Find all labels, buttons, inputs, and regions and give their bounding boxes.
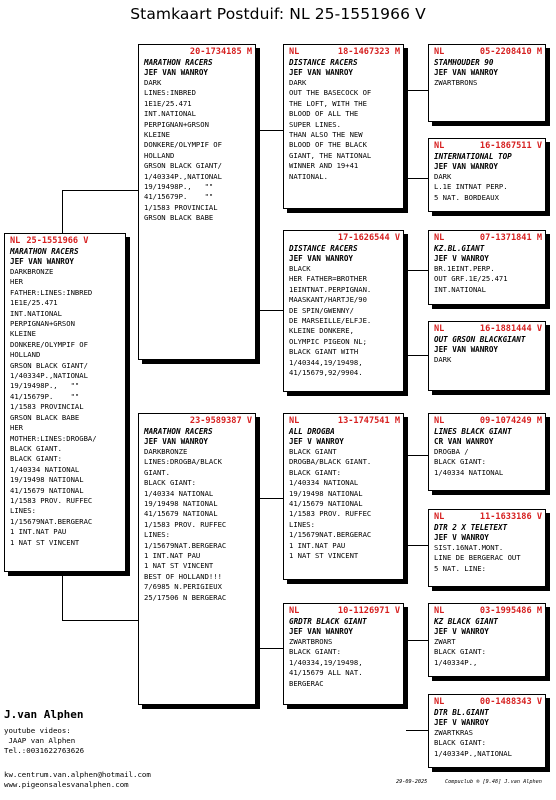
pigeon-info: DARK LINES:INBRED 1E1E/25.471 INT.NATIONAL PERPIGNAN+GRSON KLEINE DONKERE/OLYMPIF OF HOLLAND GRSON BLACK GIANT/ 1/40334P.,NATIONAL 19/19498P., "" 41/15679P. "" 1/1583 PROVINCIAL GRSON BLACK BABE (144, 78, 222, 223)
breeder-name: JEF VAN WANROY (144, 437, 209, 446)
connector-line (62, 620, 138, 621)
breeder-name: JEF V WANROY (434, 254, 489, 263)
connector-line (406, 545, 428, 546)
page-title: Stamkaart Postduif: NL 25-1551966 V (130, 5, 426, 23)
country-prefix: NL (289, 416, 300, 426)
connector-line (256, 310, 284, 311)
breeder-name: JEF V WANROY (434, 718, 489, 727)
connector-line (406, 90, 428, 91)
pigeon-card-fff (428, 44, 546, 122)
pigeon-card-mother-father (283, 413, 404, 580)
country-prefix: NL (289, 47, 300, 57)
ring-number: 25-1551966 V (26, 236, 89, 246)
phone-number: Tel.:0031622763626 (4, 746, 85, 755)
ring-number: 16-1867511 V (479, 141, 542, 151)
ring-number: 20-1734185 M (189, 47, 252, 57)
connector-line (406, 640, 428, 641)
pigeon-info: BR.1EINT.PERP. OUT GRF.1E/25.471 INT.NATIONAL (434, 264, 508, 294)
pigeon-title: DTR 2 X TELETEXT (434, 523, 508, 532)
breeder-name: JEF VAN WANROY (434, 162, 499, 171)
connector-line (62, 190, 63, 233)
connector-line (406, 455, 428, 456)
country-prefix: NL (434, 697, 445, 707)
pigeon-title: ALL DROGBA (289, 427, 335, 436)
country-prefix: NL (10, 236, 21, 246)
breeder-name: CR VAN WANROY (434, 437, 494, 446)
ring-number: 17-1626544 V (337, 233, 400, 243)
pigeon-info: ZWART BLACK GIANT: 1/40334P., (434, 637, 486, 667)
ring-number: 05-2208410 M (479, 47, 542, 57)
pigeon-title: GRDTR BLACK GIANT (289, 617, 367, 626)
breeder-name: JEF VAN WANROY (144, 68, 209, 77)
pigeon-title: STAMHOUDER 90 (434, 58, 494, 67)
pigeon-card-mother-mother (283, 603, 404, 705)
connector-line (406, 270, 428, 271)
pigeon-card-mmm (428, 694, 546, 768)
pigeon-info: DARK L.1E INTNAT PERP. 5 NAT. BORDEAUX (434, 172, 508, 202)
pigeon-title: KZ BLACK GIANT (434, 617, 499, 626)
country-prefix: NL (289, 606, 300, 616)
pigeon-info: ZWARTBRONS BLACK GIANT: 1/40334,19/19498, 41/15679 ALL NAT. BERGERAC (289, 637, 363, 688)
ring-number: 18-1467323 M (337, 47, 400, 57)
ring-number: 11-1633186 V (479, 512, 542, 522)
ring-number: 16-1881444 V (479, 324, 542, 334)
email-address: kw.centrum.van.alphen@hotmail.com (4, 770, 151, 779)
software-credit: Compuclub ® [9.48] J.van Alphen (445, 779, 542, 785)
breeder-name: JEF VAN WANROY (10, 257, 75, 266)
ring-number: 07-1371841 M (479, 233, 542, 243)
pigeon-card-ffm (428, 138, 546, 212)
pigeon-card-mfm (428, 509, 546, 587)
print-date: 29-09-2025 (396, 779, 428, 785)
connector-line (406, 178, 428, 179)
connector-line (406, 730, 428, 731)
country-prefix: NL (434, 47, 445, 57)
pigeon-info: ZWARTKRAS BLACK GIANT: 1/40334P.,NATIONAL (434, 728, 512, 758)
pigeon-info: SIST.16NAT.MONT. LINE DE BERGERAC OUT 5 NAT. LINE: (434, 543, 521, 573)
pigeon-card-mmf (428, 603, 546, 677)
breeder-name: JEF V WANROY (434, 627, 489, 636)
country-prefix: NL (434, 141, 445, 151)
ring-number: 03-1995486 M (479, 606, 542, 616)
breeder-name: JEF VAN WANROY (434, 68, 499, 77)
country-prefix: NL (434, 512, 445, 522)
pigeon-card-fmm (428, 321, 546, 391)
ring-number: 23-9589387 V (189, 416, 252, 426)
pigeon-title: DISTANCE RACERS (289, 244, 358, 253)
pigeon-card-father-father (283, 44, 404, 209)
breeder-name: JEF VAN WANROY (434, 345, 499, 354)
pigeon-title: DISTANCE RACERS (289, 58, 358, 67)
connector-line (406, 355, 428, 356)
pigeon-card-mff (428, 413, 546, 491)
pigeon-card-mother (138, 413, 256, 705)
connector-line (256, 648, 284, 649)
pigeon-title: MARATHON RACERS (144, 58, 213, 67)
pigeon-card-main (4, 233, 126, 572)
pigeon-info: ZWARTBRONS (434, 78, 478, 87)
website-url: www.pigeonsalesvanalphen.com (4, 780, 129, 789)
ring-number: 13-1747541 M (337, 416, 400, 426)
pigeon-card-father-mother (283, 230, 404, 392)
pigeon-title: MARATHON RACERS (144, 427, 213, 436)
youtube-channel: JAAP van Alphen (4, 736, 76, 745)
pigeon-card-fmf (428, 230, 546, 305)
pigeon-title: KZ.BL.GIANT (434, 244, 485, 253)
pigeon-card-father (138, 44, 256, 360)
ring-number: 10-1126971 V (337, 606, 400, 616)
breeder-name: JEF VAN WANROY (289, 254, 354, 263)
pigeon-info: DARK OUT THE BASECOCK OF THE LOFT, WITH THE BLOOD OF ALL THE SUPER LINES. THAN ALSO THE NEW BLOOD OF THE BLACK GIANT, THE NATIONAL WINNER AND 19+41 NATIONAL. (289, 78, 372, 181)
connector-line (256, 498, 284, 499)
pigeon-info: BLACK GIANT DROGBA/BLACK GIANT. BLACK GIANT: 1/40334 NATIONAL 19/19498 NATIONAL 41/15679 NATIONAL 1/1583 PROV. RUFFEC LINES: 1/15679NAT.BERGERAC 1 INT.NAT PAU 1 NAT ST VINCENT (289, 447, 372, 561)
breeder-name: JEF VAN WANROY (289, 627, 354, 636)
ring-number: 09-1074249 M (479, 416, 542, 426)
country-prefix: NL (434, 416, 445, 426)
pigeon-info: DARKBRONZE HER FATHER:LINES:INBRED 1E1E/25.471 INT.NATIONAL PERPIGNAN+GRSON KLEINE DONKERE/OLYMPIF OF HOLLAND GRSON BLACK GIANT/ 1/40334P.,NATIONAL 19/19498P., "" 41/15679P. "" 1/1583 PROVINCIAL GRSON BLACK BABE HER MOTHER:LINES:DROGBA/ BLACK GIANT. BLACK GIANT: 1/40334 NATIONAL 19/19498 NATIONAL 41/15679 NATIONAL 1/1583 PROV. RUFFEC LINES: 1/15679NAT.BERGERAC 1 INT.NAT PAU 1 NAT ST VINCENT (10, 267, 97, 547)
pigeon-info: DROGBA / BLACK GIANT: 1/40334 NATIONAL (434, 447, 504, 477)
breeder-name: JEF V WANROY (289, 437, 344, 446)
breeder-name: JEF VAN WANROY (289, 68, 354, 77)
pigeon-title: DTR BL.GIANT (434, 708, 489, 717)
pigeon-info: BLACK HER FATHER=BROTHER 1EINTNAT.PERPIGNAN. MAASKANT/HARTJE/90 DE SPIN/GWENNY/ DE MARSEILLE/ELFJE. KLEINE DONKERE, OLYMPIC PIGEON NL; BLACK GIANT WITH 1/40344,19/19498, 41/15679,92/9904. (289, 264, 372, 378)
ring-number: 00-1488343 V (479, 697, 542, 707)
connector-line (62, 572, 63, 620)
pigeon-info: DARKBRONZE LINES:DROGBA/BLACK GIANT. BLACK GIANT: 1/40334 NATIONAL 19/19498 NATIONAL 41/15679 NATIONAL 1/1583 PROV. RUFFEC LINES: 1/15679NAT.BERGERAC 1 INT.NAT PAU 1 NAT ST VINCENT BEST OF HOLLAND!!! 7/6985 N.PERIGIEUX 25/17506 N BERGERAC (144, 447, 227, 602)
country-prefix: NL (434, 606, 445, 616)
connector-line (256, 130, 284, 131)
country-prefix: NL (434, 233, 445, 243)
pigeon-title: OUT GRSON BLACKGIANT (434, 335, 526, 344)
country-prefix: NL (434, 324, 445, 334)
owner-name: J.van Alphen (4, 708, 84, 721)
youtube-label: youtube videos: (4, 726, 71, 735)
connector-line (62, 190, 138, 191)
pigeon-title: MARATHON RACERS (10, 247, 79, 256)
pigeon-info: DARK (434, 355, 452, 364)
breeder-name: JEF V WANROY (434, 533, 489, 542)
pigeon-title: LINES BLACK GIANT (434, 427, 512, 436)
pigeon-title: INTERNATIONAL TOP (434, 152, 512, 161)
